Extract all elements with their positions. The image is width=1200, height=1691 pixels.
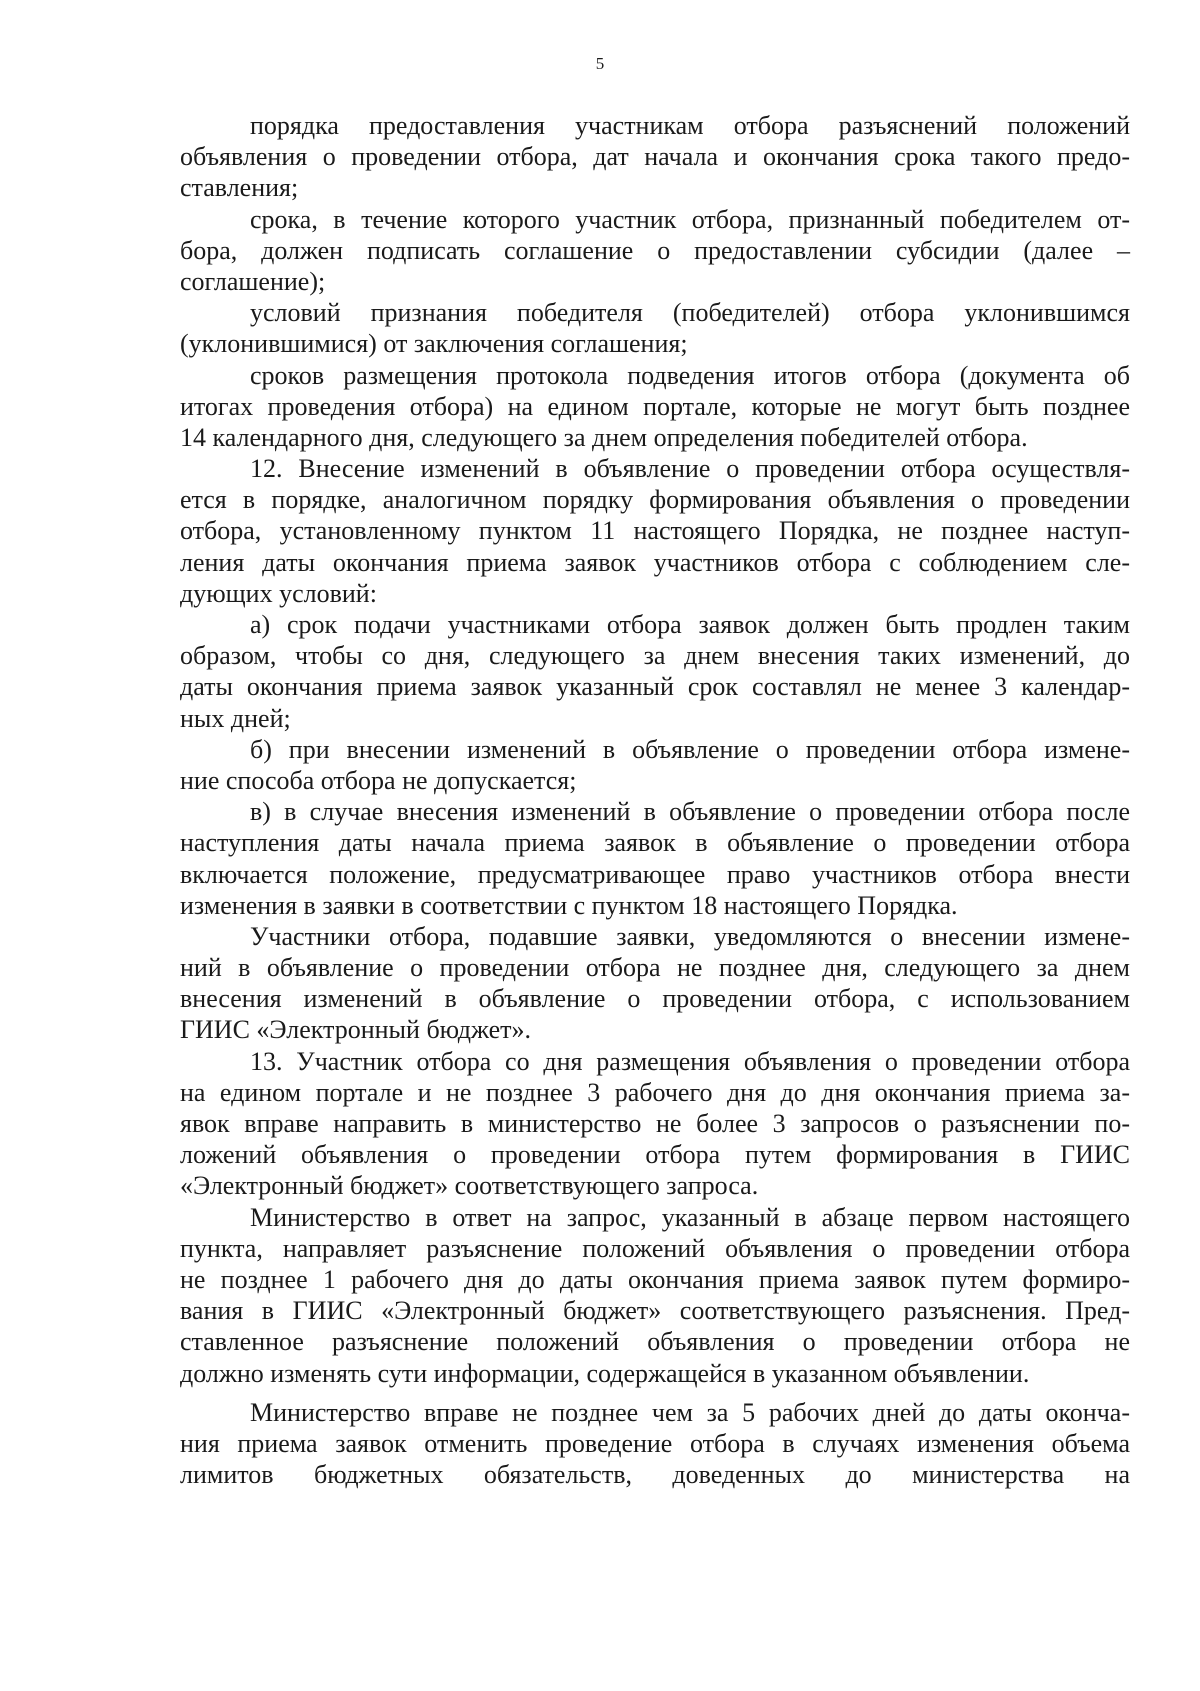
text-line: не позднее 1 рабочего дня до даты окончания приема заявок путем формиро- <box>180 1264 1130 1294</box>
text-line: ления даты окончания приема заявок участников отбора с соблюдением сле- <box>180 547 1130 577</box>
text-line: объявления о проведении отбора, дат начала и окончания срока такого предо- <box>180 142 1130 172</box>
text-line: (уклонившимися) от заключения соглашения; <box>180 329 688 359</box>
text-line: 14 календарного дня, следующего за днем определения победителей отбора. <box>180 422 1028 452</box>
text-line: ложений объявления о проведении отбора путем формирования в ГИИС <box>180 1140 1130 1170</box>
text-line: соглашение); <box>180 266 326 296</box>
text-line: образом, чтобы со дня, следующего за днем внесения таких изменений, до <box>180 641 1130 671</box>
text-line: ется в порядке, аналогичном порядку формирования объявления о проведении <box>180 485 1130 515</box>
text-line: ГИИС «Электронный бюджет». <box>180 1015 532 1045</box>
text-line: ния приема заявок отменить проведение отбора в случаях изменения объема <box>180 1428 1130 1458</box>
text-line: порядка предоставления участникам отбора разъяснений положений <box>250 111 1130 140</box>
page-number: 5 <box>595 54 605 73</box>
text-line: лимитов бюджетных обязательств, доведенных до министерства на <box>180 1460 1130 1490</box>
text-line: должно изменять сути информации, содержащейся в указанном объявлении. <box>180 1358 1030 1388</box>
text-line: пункта, направляет разъяснение положений объявления о проведении отбора <box>180 1233 1130 1263</box>
text-line: ние способа отбора не допускается; <box>180 765 577 795</box>
text-line: изменения в заявки в соответствии с пунктом 18 настоящего Порядка. <box>180 890 958 920</box>
text-line: отбора, установленному пунктом 11 настоящего Порядка, не позднее наступ- <box>180 516 1130 546</box>
text-line: вания в ГИИС «Электронный бюджет» соответствующего разъяснения. Пред- <box>180 1296 1130 1326</box>
text-line: Министерство в ответ на запрос, указанный в абзаце первом настоящего <box>250 1202 1130 1232</box>
text-line: явок вправе направить в министерство не более 3 запросов о разъяснении по- <box>180 1109 1130 1138</box>
text-line: ставления; <box>180 173 299 203</box>
text-line: Министерство вправе не позднее чем за 5 рабочих дней до даты оконча- <box>250 1397 1130 1427</box>
text-line: в) в случае внесения изменений в объявление о проведении отбора после <box>250 797 1130 827</box>
text-line: ставленное разъяснение положений объявления о проведении отбора не <box>180 1327 1130 1357</box>
text-line: итогах проведения отбора) на едином портале, которые не могут быть позднее <box>180 391 1130 421</box>
text-line: ний в объявление о проведении отбора не позднее дня, следующего за днем <box>180 953 1130 983</box>
text-line: 12. Внесение изменений в объявление о проведении отбора осуществля- <box>250 454 1130 484</box>
text-line: бора, должен подписать соглашение о предоставлении субсидии (далее – <box>180 235 1130 265</box>
text-line: на едином портале и не позднее 3 рабочего дня до дня окончания приема за- <box>180 1077 1130 1107</box>
text-line: ных дней; <box>180 703 291 733</box>
text-line: условий признания победителя (победителей) отбора уклонившимся <box>250 298 1130 328</box>
text-line: внесения изменений в объявление о проведении отбора, с использованием <box>180 984 1130 1014</box>
text-line: 13. Участник отбора со дня размещения объявления о проведении отбора <box>250 1046 1130 1076</box>
document-body <box>180 110 1130 1490</box>
text-line: б) при внесении изменений в объявление о проведении отбора измене- <box>250 734 1130 764</box>
text-line: а) срок подачи участниками отбора заявок должен быть продлен таким <box>250 610 1130 639</box>
text-line: наступления даты начала приема заявок в объявление о проведении отбора <box>180 828 1130 858</box>
text-line: дующих условий: <box>180 578 377 608</box>
text-line: включается положение, предусматривающее право участников отбора внести <box>180 859 1130 889</box>
text-line: даты окончания приема заявок указанный срок составлял не менее 3 календар- <box>180 672 1130 702</box>
text-line: сроков размещения протокола подведения итогов отбора (документа об <box>250 360 1130 390</box>
text-line: Участники отбора, подавшие заявки, уведомляются о внесении измене- <box>250 921 1130 951</box>
paragraph-gap <box>180 1389 1130 1397</box>
text-line: «Электронный бюджет» соответствующего запроса. <box>180 1171 759 1201</box>
text-line: срока, в течение которого участник отбора, признанный победителем от- <box>250 204 1130 234</box>
